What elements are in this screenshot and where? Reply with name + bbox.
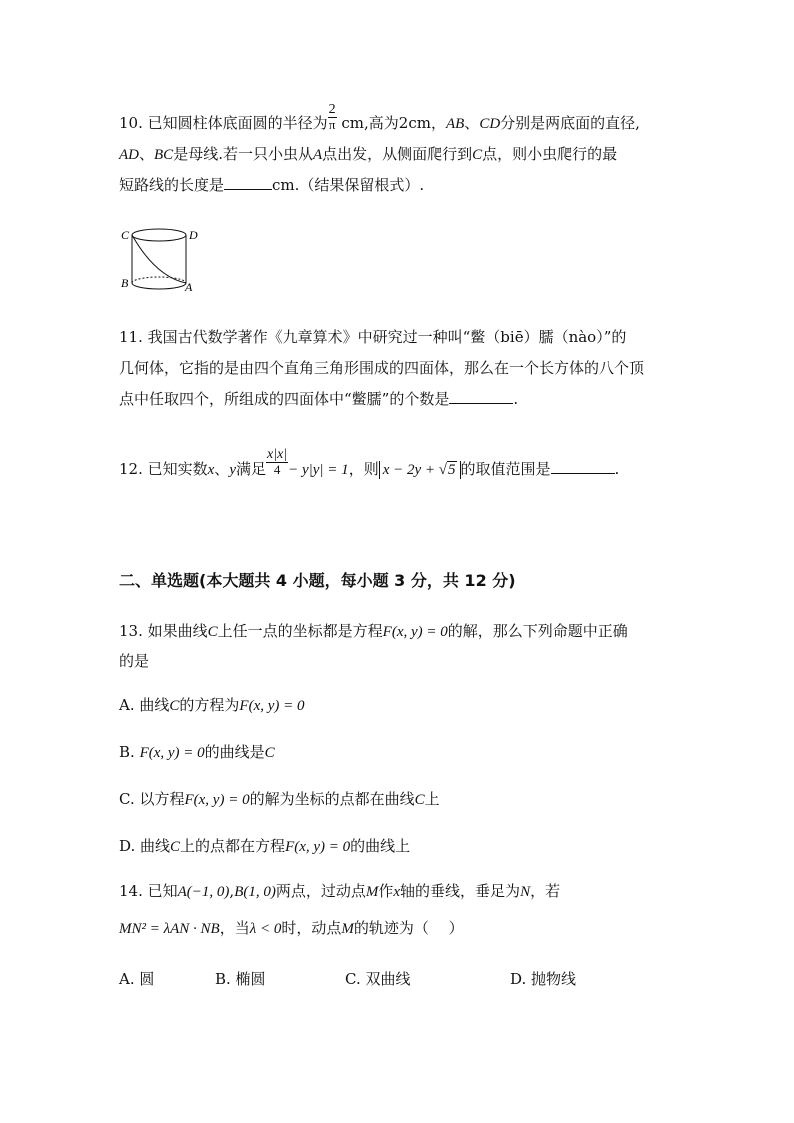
q10-line3 (119, 174, 424, 196)
option-text: 上的点都在方程 (180, 837, 286, 855)
q14-text: 时，动点 (281, 919, 342, 937)
equation-fraction (266, 448, 288, 476)
lambda-condition: λ < 0 (249, 921, 282, 937)
q11-line3 (119, 388, 518, 410)
frac-den: 4 (273, 462, 281, 477)
q12-text: 12. 已知实数 (119, 460, 208, 478)
frac-num: x|x| (267, 447, 288, 462)
radius-fraction (328, 103, 337, 131)
vector-equation: MN² = λAN · NB (119, 921, 220, 937)
equation-f: F(x, y) = 0 (184, 792, 250, 808)
label-b: B (121, 276, 129, 290)
point-a: A (312, 147, 323, 163)
q14-text: 作 (378, 882, 394, 900)
q10-line1 (119, 102, 640, 135)
q14-text: 两点，过动点 (275, 882, 366, 900)
q13-line2: 的是 (119, 652, 150, 670)
option-text: 的解为坐标的点都在曲线 (249, 790, 415, 808)
q12-line (119, 447, 620, 481)
q13-text: 13. 如果曲线 (119, 622, 208, 640)
x-axis: x (393, 884, 401, 900)
q14-line2 (119, 917, 464, 940)
point-n: N (520, 884, 531, 900)
curve-c: C (170, 839, 181, 855)
curve-c: C (414, 792, 425, 808)
answer-blank[interactable] (224, 174, 272, 190)
label-c: C (121, 228, 130, 242)
curve-c: C (264, 745, 275, 761)
q10-text: 是母线.若一只小虫从 (173, 145, 313, 163)
sep: 、 (464, 114, 480, 132)
segment-cd: CD (479, 116, 501, 132)
q14-text: 14. 已知 (119, 882, 178, 900)
q13-text: 的解，那么下列命题中正确 (447, 622, 628, 640)
q13-option-a[interactable] (119, 694, 305, 717)
sep: 、 (139, 145, 155, 163)
cylinder-figure (119, 225, 209, 297)
option-text: A. 曲线 (119, 696, 170, 714)
q14-option-c[interactable]: C. 双曲线 (345, 970, 411, 988)
q12-text: ，则 (348, 460, 379, 478)
q10-text: 短路线的长度是 (119, 176, 225, 194)
q12-text: 的取值范围是 (460, 460, 551, 478)
q13-option-d[interactable] (119, 835, 410, 858)
q14-option-a[interactable]: A. 圆 (119, 970, 155, 988)
option-text: D. 曲线 (119, 837, 171, 855)
comma: , (229, 882, 235, 900)
q10-text: 点，则小虫爬行的最 (482, 145, 618, 163)
point-m: M (341, 921, 354, 937)
q10-line2 (119, 143, 617, 166)
point-c: C (472, 147, 483, 163)
q13-line1 (119, 620, 628, 643)
frac-num: 2 (328, 102, 336, 117)
option-text: 的曲线上 (350, 837, 411, 855)
var-x: x (207, 462, 215, 478)
q10-text: 点出发，从侧面爬行到 (322, 145, 473, 163)
label-d: D (189, 228, 198, 242)
q11-line2: 几何体，它指的是由四个直角三角形围成的四面体，那么在一个长方体的八个顶 (119, 359, 645, 377)
q13-option-b[interactable] (119, 741, 275, 764)
abs-expression: x − 2y + √5 (379, 461, 461, 479)
option-text: 的曲线是 (204, 743, 265, 761)
equation-f: F(x, y) = 0 (239, 698, 305, 714)
label-a: A (185, 280, 193, 294)
point-a: A(−1, 0) (177, 884, 230, 900)
q10-text: 分别是两底面的直径, (500, 114, 640, 132)
equation-rest: − y|y| = 1 (288, 462, 349, 478)
section-title: 二、单选题(本大题共 4 小题，每小题 3 分，共 12 分) (119, 571, 516, 590)
q11-text: . (513, 390, 519, 408)
point-b: B(1, 0) (234, 884, 276, 900)
segment-bc: BC (154, 147, 174, 163)
curve-c: C (207, 624, 218, 640)
q14-text: ，当 (219, 919, 250, 937)
frac-den: π (328, 117, 336, 132)
option-text: 的方程为 (179, 696, 240, 714)
q13-text: 上任一点的坐标都是方程 (217, 622, 383, 640)
equation-f: F(x, y) = 0 (382, 624, 448, 640)
option-text: B. (119, 743, 140, 761)
curve-c: C (169, 698, 180, 714)
q14-text: 的轨迹为（ ） (353, 919, 464, 937)
var-y: y (229, 462, 236, 478)
segment-ab: AB (445, 116, 465, 132)
segment-ad: AD (119, 147, 139, 163)
q14-line1 (119, 880, 560, 903)
q14-text: ，若 (530, 882, 561, 900)
q10-text: 10. 已知圆柱体底面圆的半径为 (119, 114, 328, 132)
q11-text: 点中任取四个，所组成的四面体中“鳖臑”的个数是 (119, 390, 450, 408)
answer-blank[interactable] (449, 388, 513, 404)
answer-blank[interactable] (551, 458, 615, 474)
q10-text: cm,高为2cm， (336, 114, 446, 132)
point-m: M (365, 884, 379, 900)
q11-line1: 11. 我国古代数学著作《九章算术》中研究过一种叫“鳖（biē）臑（nào）”的 (119, 328, 627, 346)
sqrt-5: 5 (448, 462, 456, 478)
equation-f: F(x, y) = 0 (139, 745, 205, 761)
sep: 、 (214, 460, 230, 478)
option-text: C. 以方程 (119, 790, 185, 808)
q13-option-c[interactable] (119, 788, 440, 811)
option-text: 上 (424, 790, 440, 808)
q14-option-b[interactable]: B. 椭圆 (215, 970, 266, 988)
q12-text: . (614, 460, 620, 478)
q12-text: 满足 (235, 460, 266, 478)
q14-option-d[interactable]: D. 抛物线 (510, 970, 577, 988)
equation-f: F(x, y) = 0 (285, 839, 351, 855)
expr: x − 2y + (382, 462, 439, 478)
q10-text: cm.（结果保留根式）. (272, 176, 425, 194)
q14-text: 轴的垂线，垂足为 (400, 882, 521, 900)
